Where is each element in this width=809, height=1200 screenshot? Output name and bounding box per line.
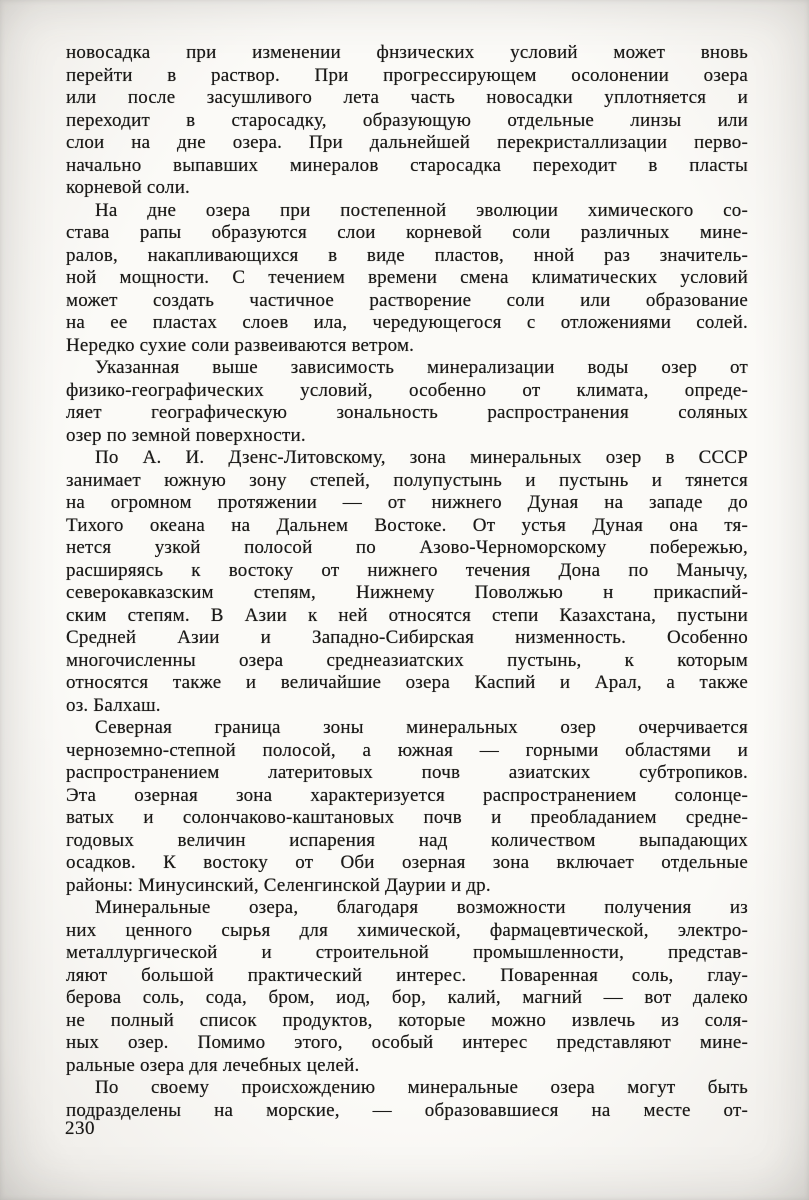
text-line: начально выпавших минералов старосадка переходит в пласты [66,154,748,176]
text-line: относятся также и величайшие озера Каспий и Арал, а также [66,672,748,693]
text-line: занимает южную зону степей, полупустынь и пустынь и тянется [66,469,748,491]
text-line: осадков. К востоку от Оби озерная зона включает отдельные [66,852,748,873]
text-line: Указанная выше зависимость минерализации воды озер от [95,357,748,378]
text-line: слои на дне озера. При дальнейшей перекристаллизации перво- [66,132,748,153]
text-line: ралов, накапливающихся в виде пластов, нной раз значитель- [66,244,748,266]
text-line: или после засушливого лета часть новосадки уплотняется и [66,87,748,108]
text-line: многочисленны озера среднеазиатских пустынь, к которым [66,649,748,671]
text-line: Северная граница зоны минеральных озер очерчивается [95,717,748,738]
text-line: ной мощности. С течением времени смена климатических условий [66,267,748,288]
text-line: расширяясь к востоку от нижнего течения Дона по Манычу, [66,559,748,581]
text-line: черноземно-степной полосой, а южная — горными областями и [66,739,748,761]
text-line: Минеральные озера, благодаря возможности получения из [95,897,748,918]
text-line: Средней Азии и Западно-Сибирская низменность. Особенно [66,627,748,648]
text-line: перейти в раствор. При прогрессирующем осолонении озера [66,64,748,86]
text-line: корневой соли. [66,177,191,198]
text-line: ским степям. В Азии к ней относятся степи Казахстана, пустыни [66,604,748,626]
text-line: берова соль, сода, бром, иод, бор, калий, магний — вот далеко [66,987,748,1008]
text-line: подразделены на морские, — образовавшиеся на месте от- [66,1099,748,1121]
text-line: переходит в старосадку, образующую отдельные линзы или [66,109,748,131]
page-text [66,42,748,1122]
paragraph [66,717,748,897]
text-line: По А. И. Дзенс-Литовскому, зона минеральных озер в СССР [95,447,748,468]
text-line: ляет географическую зональность распространения соляных [66,402,748,423]
text-line: новосадка при изменении фнзических условий может вновь [66,42,748,63]
text-line: ральные озера для лечебных целей. [66,1054,360,1076]
text-line: них ценного сырья для химической, фармацевтической, электро- [66,919,748,941]
text-line: оз. Балхаш. [66,694,161,716]
page-number: 230 [65,1118,95,1139]
text-line: на огромном протяжении — от нижнего Дуная на западе до [66,492,748,513]
text-line: озер по земной поверхности. [66,424,306,446]
paragraph [66,447,748,717]
text-line: Тихого океана на Дальнем Востоке. От устья Дуная она тя- [66,514,748,536]
text-line: Эта озерная зона характеризуется распространением солонце- [66,784,748,806]
text-line: не полный список продуктов, которые можно извлечь из соля- [66,1009,748,1031]
text-line: распространением латеритовых почв азиатских субтропиков. [66,762,748,783]
text-line: северокавказским степям, Нижнему Поволжью н прикаспий- [66,582,748,603]
paragraph [66,897,748,1077]
paragraph [66,357,748,447]
text-line: На дне озера при постепенной эволюции химического со- [95,199,748,221]
paragraph [66,1077,748,1122]
paragraph [66,200,748,358]
text-line: нется узкой полосой по Азово-Черноморскому побережью, [66,537,748,558]
text-line: на ее пластах слоев ила, чередующегося с отложениями солей. [66,312,748,333]
text-line: физико-географических условий, особенно от климата, опреде- [66,379,748,401]
text-line: районы: Минусинский, Селенгинской Даурии и др. [66,874,491,896]
text-line: Нередко сухие соли развеиваются ветром. [66,334,415,356]
text-line: ных озер. Помимо этого, особый интерес представляют мине- [66,1032,748,1053]
text-line: годовых величин испарения над количеством выпадающих [66,829,748,851]
text-line: По своему происхождению минеральные озера могут быть [95,1077,748,1098]
text-line: металлургической и строительной промышленности, представ- [66,942,748,963]
paragraph [66,42,748,200]
text-line: ляют большой практический интерес. Поваренная соль, глау- [66,964,748,986]
text-line: ватых и солончаково-каштановых почв и преобладанием средне- [66,807,748,828]
text-line: става рапы образуются слои корневой соли различных мине- [66,222,748,243]
text-line: может создать частичное растворение соли или образование [66,289,748,311]
